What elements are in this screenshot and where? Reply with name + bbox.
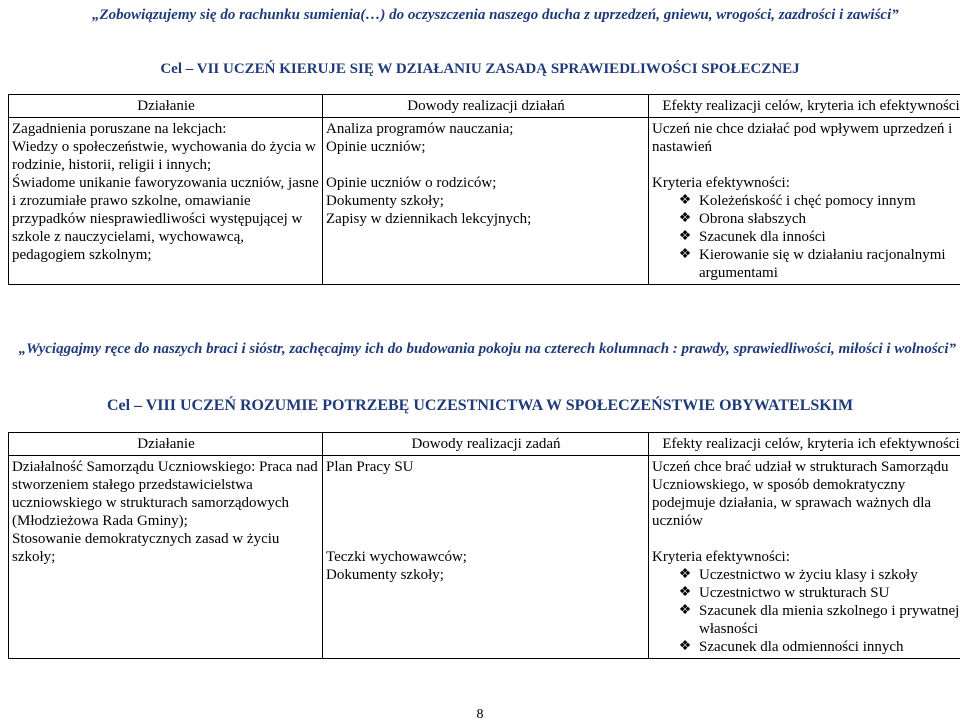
actions-cell <box>9 118 323 285</box>
evidence-text: Zapisy w dziennikach lekcyjnych; <box>326 211 532 227</box>
evidence-text: Teczki wychowawców; <box>326 549 467 565</box>
effects-cell <box>649 456 960 659</box>
header-dzialanie: Działanie <box>9 95 323 118</box>
header-efekty: Efekty realizacji celów, kryteria ich efektywności <box>649 433 960 456</box>
list-item: ❖ Uczestnictwo w życiu klasy i szkoły <box>678 567 918 583</box>
top-quote: „Zobowiązujemy się do rachunku sumienia(…) do oczyszczenia naszego ducha z uprzedzeń, gniewu, wrogości, zazdrości i zawiści” <box>92 7 899 23</box>
list-item: ❖ Obrona słabszych <box>678 211 807 227</box>
list-item: ❖ Szacunek dla odmienności innych <box>678 639 904 655</box>
diamond-bullet-icon: ❖ <box>678 585 692 600</box>
action-text: Świadome unikanie faworyzowania uczniów, jasne i zrozumiałe prawo szkolne, omawianie przypadków niesprawiedliwości występującej w szkole z nauczycielami, wychowawcą, pedagogiem szkolnym; <box>12 175 319 263</box>
diamond-bullet-icon: ❖ <box>678 639 692 654</box>
list-item: ❖ Koleżeńskość i chęć pomocy innym <box>678 193 916 209</box>
table-row <box>9 456 960 659</box>
evidence-text: Opinie uczniów; <box>326 139 426 155</box>
diamond-bullet-icon: ❖ <box>678 567 692 582</box>
diamond-bullet-icon: ❖ <box>678 603 692 618</box>
action-text: Wiedzy o społeczeństwie, wychowania do życia w rodzinie, historii, religii i innych; <box>12 139 316 173</box>
list-item: ❖ Szacunek dla mienia szkolnego i prywatnej własności <box>678 603 960 637</box>
table-header-row <box>9 95 960 118</box>
page-number: 8 <box>476 707 484 722</box>
criteria-label: Kryteria efektywności: <box>652 175 790 191</box>
action-text: Zagadnienia poruszane na lekcjach: <box>12 121 227 137</box>
criteria-label: Kryteria efektywności: <box>652 549 790 565</box>
diamond-bullet-icon: ❖ <box>678 211 692 226</box>
goal-vii-table <box>8 94 960 285</box>
diamond-bullet-icon: ❖ <box>678 193 692 208</box>
evidence-text: Analiza programów nauczania; <box>326 121 514 137</box>
effects-cell <box>649 118 960 285</box>
evidence-cell <box>323 118 649 285</box>
evidence-cell <box>323 456 649 659</box>
evidence-text: Dokumenty szkoły; <box>326 193 444 209</box>
criteria-list <box>652 566 960 656</box>
diamond-bullet-icon: ❖ <box>678 247 692 262</box>
effect-text: Uczeń chce brać udział w strukturach Samorządu Uczniowskiego, w sposób demokratyczny podejmuje działania, w sprawach ważnych dla uczniów <box>652 459 949 529</box>
list-item: ❖ Szacunek dla inności <box>678 229 826 245</box>
list-item: ❖ Uczestnictwo w strukturach SU <box>678 585 890 601</box>
evidence-text: Opinie uczniów o rodziców; <box>326 175 497 191</box>
goal-viii-table <box>8 432 960 659</box>
criteria-list <box>652 192 960 282</box>
action-text: Stosowanie demokratycznych zasad w życiu szkoły; <box>12 531 280 565</box>
evidence-text: Dokumenty szkoły; <box>326 567 444 583</box>
table-header-row <box>9 433 960 456</box>
diamond-bullet-icon: ❖ <box>678 229 692 244</box>
actions-cell <box>9 456 323 659</box>
evidence-text: Plan Pracy SU <box>326 459 414 475</box>
middle-quote: „Wyciągajmy ręce do naszych braci i sióstr, zachęcajmy ich do budowania pokoju na czterech kolumnach : prawdy, sprawiedliwości, miłości i wolności” <box>18 341 956 357</box>
list-item: ❖ Kierowanie się w działaniu racjonalnymi argumentami <box>678 247 946 281</box>
header-dowody: Dowody realizacji zadań <box>323 433 649 456</box>
goal-viii-heading: Cel – VIII UCZEŃ ROZUMIE POTRZEBĘ UCZESTNICTWA W SPOŁECZEŃSTWIE OBYWATELSKIM <box>106 397 854 414</box>
action-text: Działalność Samorządu Uczniowskiego: Praca nad stworzeniem stałego przedstawicielstwa uczniowskiego w strukturach samorządowych (Młodzieżowa Rada Gminy); <box>12 459 318 529</box>
header-dzialanie: Działanie <box>9 433 323 456</box>
effect-text: Uczeń nie chce działać pod wpływem uprzedzeń i nastawień <box>652 121 953 155</box>
header-dowody: Dowody realizacji działań <box>323 95 649 118</box>
goal-vii-heading: Cel – VII UCZEŃ KIERUJE SIĘ W DZIAŁANIU ZASADĄ SPRAWIEDLIWOŚCI SPOŁECZNEJ <box>160 61 800 77</box>
header-efekty: Efekty realizacji celów, kryteria ich efektywności <box>649 95 960 118</box>
table-row <box>9 118 960 285</box>
